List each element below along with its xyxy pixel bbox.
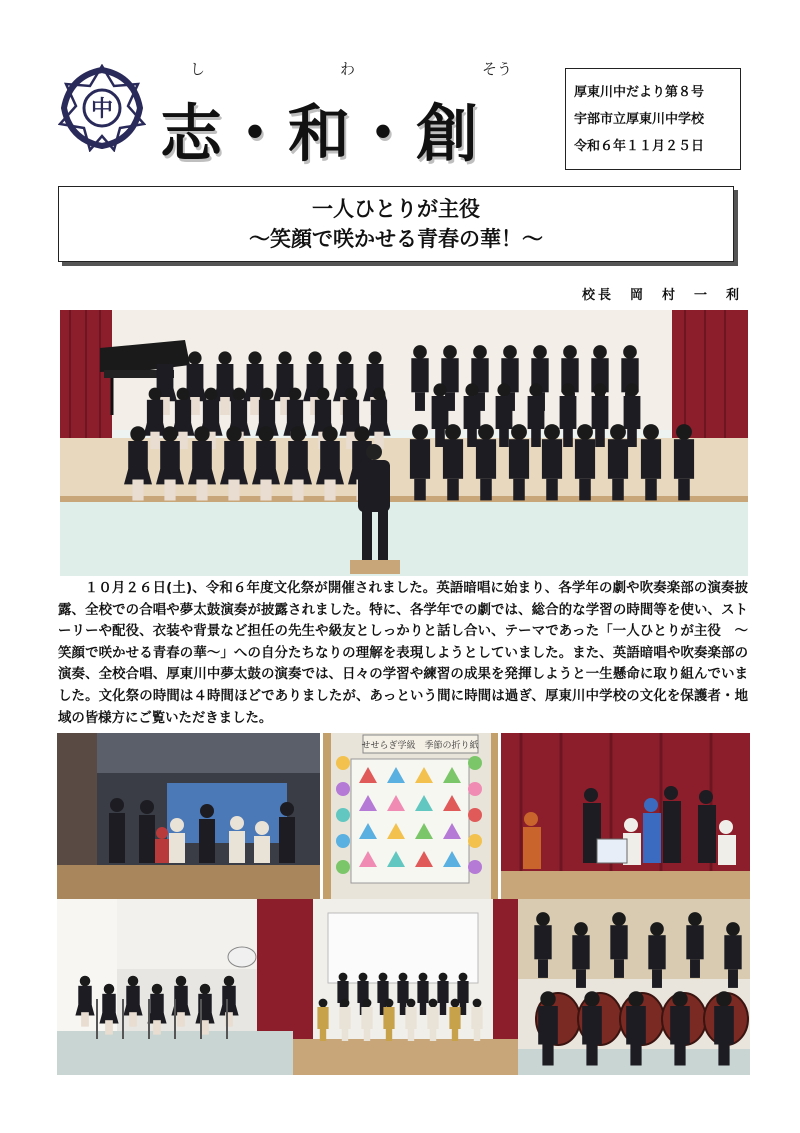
author-line: 校長 岡 村 一 利 (581, 288, 742, 303)
school-emblem (58, 64, 146, 152)
emblem-char: 中 (90, 97, 114, 122)
newsletter-title (160, 58, 550, 168)
photo-group-stage (293, 899, 518, 1075)
issue-number: 厚東川中だより第８号 (574, 85, 705, 100)
school-name: 宇部市立厚東川中学校 (574, 112, 705, 127)
ruby-wa: わ (340, 60, 356, 78)
headline-line1: 一人ひとりが主役 (312, 197, 480, 221)
photo-costume-play (501, 733, 750, 899)
photo-origami-poster (323, 733, 498, 899)
article-body: １０月２６日(土)、令和６年度文化祭が開催されました。英語暗唱に始まり、各学年の劇や吹奏楽部の演奏披露、全校での合唱や夢太鼓演奏が披露されました。特に、各学年での劇では、総合的な学習の時間等を使い、ストーリーや配役、衣装や背景など担任の先生や級友としっかりと話し合い、テーマであった「一人ひとりが主役 ～笑顔で咲かせる青春の華～」への自分たちなりの理解を表現しようとしていました。また、英語暗唱や吹奏楽部の演奏、全校合唱、厚東川中夢太鼓の演奏では、日々の学習や練習の成果を発揮しようと一生懸命に取り組んでいました。文化祭の時間は４時間ほどでありましたが、あっという間に時間は過ぎ、厚東川中学校の文化を保護者・地域の皆様方にご覧いただきました。 (58, 581, 748, 726)
choir-photo (60, 310, 748, 576)
ruby-shi: し (190, 60, 206, 78)
headline-box (58, 186, 734, 262)
photo-stage-play (57, 733, 320, 899)
poster-title: せせらぎ学級 季節の折り紙 (361, 741, 479, 751)
title-text: 志・和・創 (160, 97, 481, 170)
ruby-sou: そう (482, 60, 513, 78)
photo-taiko-drums (518, 899, 750, 1075)
headline-line2: ～笑顔で咲かせる青春の華！～ (249, 227, 543, 251)
issue-date: 令和６年１１月２５日 (574, 139, 705, 154)
photo-brass-band (57, 899, 293, 1075)
issue-info-box (565, 68, 741, 170)
